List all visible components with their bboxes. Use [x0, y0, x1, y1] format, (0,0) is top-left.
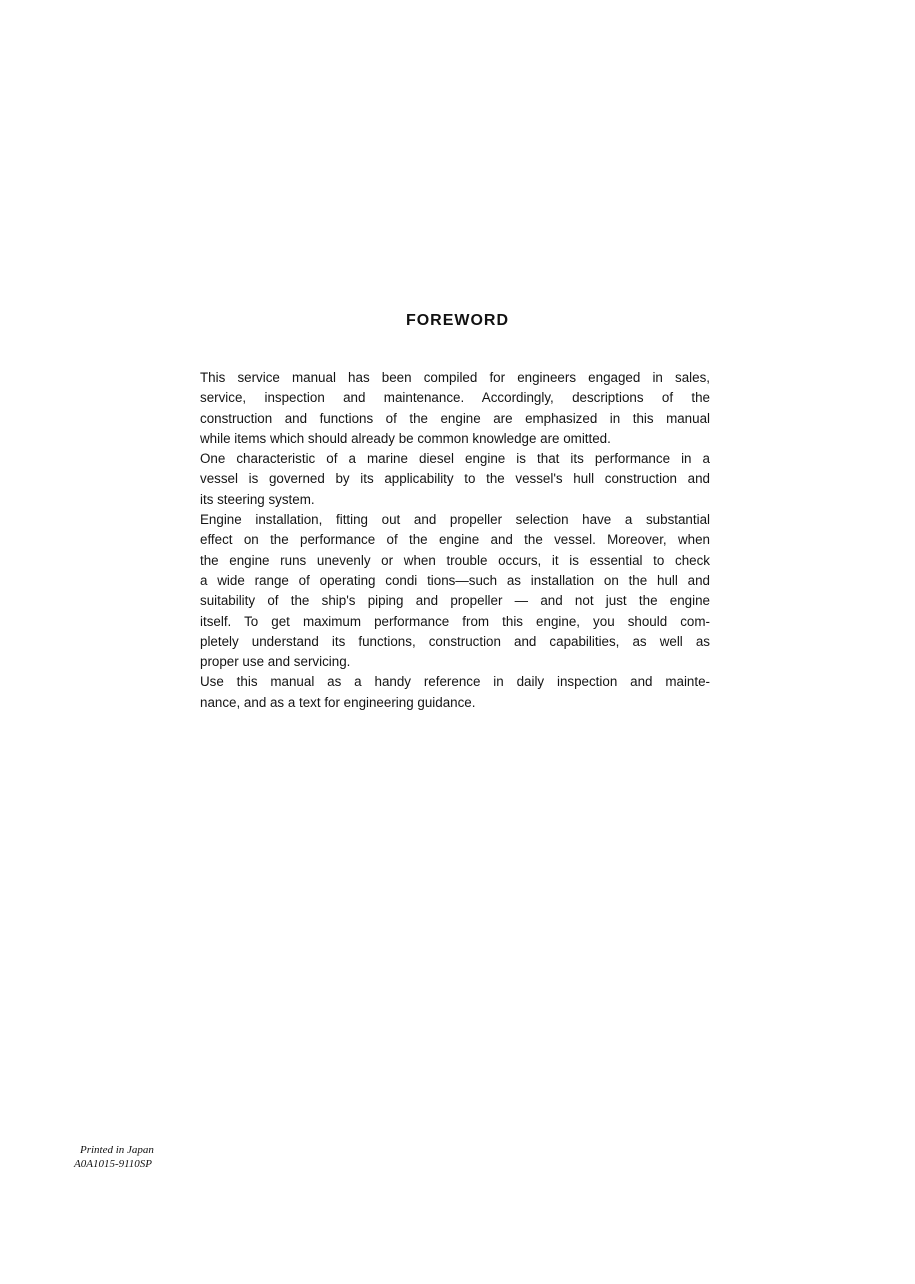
paragraph-3 [200, 510, 710, 672]
text-line: proper use and servicing. [200, 654, 351, 670]
paragraph-1 [200, 368, 710, 449]
text-line: effect on the performance of the engine and the vessel. Moreover, when [200, 532, 710, 548]
text-line: vessel is governed by its applicability to the vessel's hull construction and [200, 471, 710, 487]
paragraph-2 [200, 449, 710, 510]
page-title: FOREWORD [405, 312, 510, 329]
text-line: pletely understand its functions, construction and capabilities, as well as [200, 633, 710, 649]
text-line: service, inspection and maintenance. Accordingly, descriptions of the [200, 390, 710, 406]
print-footer [74, 1143, 154, 1171]
text-line: Engine installation, fitting out and propeller selection have a substantial [200, 512, 710, 528]
text-line: its steering system. [200, 491, 315, 507]
foreword-body [200, 368, 710, 713]
text-line: a wide range of operating condi tions—such as installation on the hull and [200, 572, 710, 588]
text-line: Use this manual as a handy reference in daily inspection and mainte- [200, 674, 710, 690]
text-line: nance, and as a text for engineering guidance. [200, 694, 476, 710]
text-line: while items which should already be common knowledge are omitted. [200, 430, 611, 446]
document-code: A0A1015-9110SP [74, 1158, 153, 1170]
text-line: suitability of the ship's piping and propeller — and not just the engine [200, 593, 710, 609]
text-line: construction and functions of the engine are emphasized in this manual [200, 410, 710, 426]
text-line: the engine runs unevenly or when trouble occurs, it is essential to check [200, 552, 710, 568]
text-line: This service manual has been compiled for engineers engaged in sales, [200, 370, 710, 385]
text-line: One characteristic of a marine diesel engine is that its performance in a [200, 451, 710, 467]
text-line: itself. To get maximum performance from this engine, you should com- [200, 613, 710, 629]
paragraph-4 [200, 672, 710, 713]
printed-in-label: Printed in Japan [80, 1144, 154, 1156]
